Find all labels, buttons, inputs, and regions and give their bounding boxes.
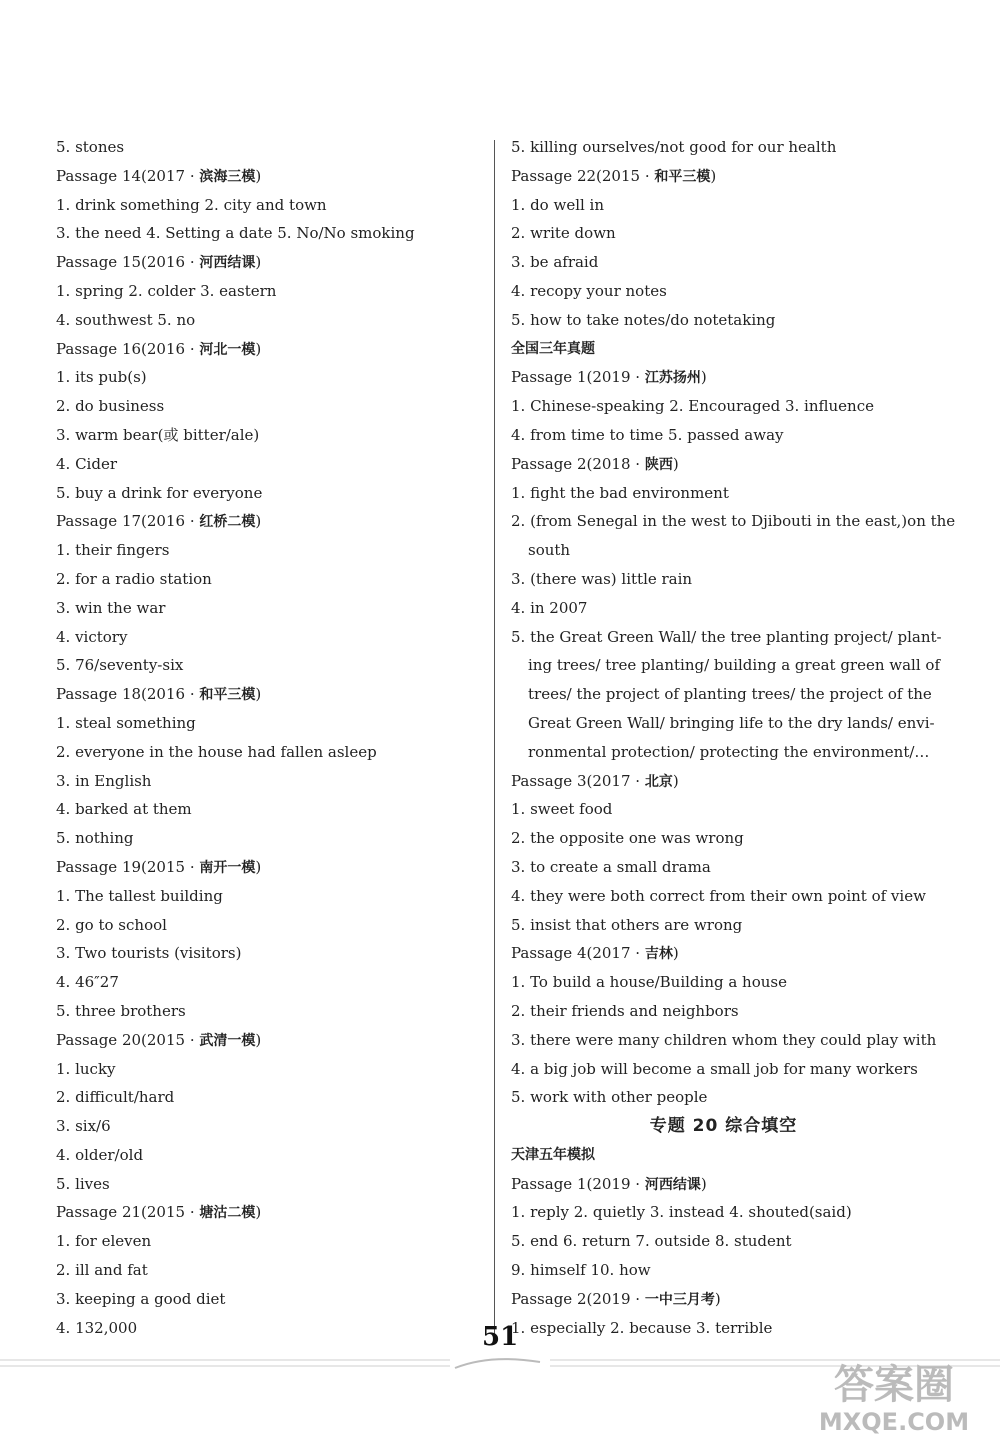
passage-source: 滨海三模 — [199, 168, 256, 185]
passage-source: 武清一模 — [199, 1032, 256, 1049]
answer-line: 3. Two tourists (visitors) — [56, 944, 242, 963]
passage-heading — [511, 162, 936, 191]
passage-source: 一中三月考 — [644, 1291, 715, 1308]
passage-heading — [56, 1198, 476, 1227]
answer-line: 3. the need 4. Setting a date 5. No/No smoking — [56, 224, 415, 243]
answer-line: 3. win the war — [56, 598, 166, 617]
answer-line: 1. fight the bad environment — [511, 483, 729, 502]
passage-label: Passage 17(2016 · — [56, 512, 200, 531]
passage-source: 吉林 — [644, 946, 673, 963]
passage-source: 和平三模 — [199, 687, 256, 704]
passage-close: ) — [255, 1030, 262, 1049]
answer-line: 9. himself 10. how — [511, 1261, 651, 1280]
answer-line: ronmental protection/ protecting the environment/… — [528, 742, 930, 761]
answer-line: 3. there were many children whom they could play with — [511, 1030, 937, 1049]
answer-line: 5. three brothers — [56, 1001, 186, 1020]
passage-source: 红桥二模 — [199, 514, 256, 531]
watermark-sub: MXQE.COM — [818, 1408, 970, 1436]
answer-line: 1. do well in — [511, 195, 605, 214]
right-column — [511, 133, 956, 1342]
answer-line: 4. 46″27 — [56, 973, 119, 992]
passage-label: Passage 14(2017 · — [56, 166, 200, 185]
passage-heading — [511, 939, 936, 968]
passage-label: Passage 21(2015 · — [56, 1203, 200, 1222]
passage-source: 北京 — [644, 773, 673, 790]
answer-line: 4. Cider — [56, 454, 118, 473]
answer-line: 1. its pub(s) — [56, 368, 147, 387]
passage-heading — [511, 1285, 936, 1314]
answer-line: 4. from time to time 5. passed away — [511, 425, 784, 444]
passage-heading — [56, 248, 476, 277]
passage-close: ) — [255, 339, 262, 358]
passage-close: ) — [672, 944, 679, 963]
answer-line: 2. (from Senegal in the west to Djibouti in the east,)on the — [511, 512, 956, 531]
page-number: 51 — [482, 1322, 519, 1352]
answer-line: 5. end 6. return 7. outside 8. student — [511, 1232, 792, 1251]
watermark-main: 答案圈 — [834, 1362, 954, 1408]
answer-line: 1. To build a house/Building a house — [511, 973, 787, 992]
answer-line: 4. barked at them — [56, 800, 192, 819]
passage-source: 河北一模 — [199, 341, 256, 358]
column-divider — [494, 140, 495, 1340]
answer-line: 5. lives — [56, 1174, 110, 1193]
answer-line: 1. especially 2. because 3. terrible — [511, 1318, 773, 1337]
passage-close: ) — [255, 685, 262, 704]
passage-close: ) — [710, 166, 717, 185]
answer-line: 3. to create a small drama — [511, 857, 711, 876]
answer-line: 4. they were both correct from their own point of view — [511, 886, 926, 905]
passage-close: ) — [255, 166, 262, 185]
passage-label: Passage 22(2015 · — [511, 166, 655, 185]
passage-label: Passage 1(2019 · — [511, 368, 645, 387]
answer-line: 4. southwest 5. no — [56, 310, 196, 329]
answer-line: south — [528, 541, 571, 560]
passage-label: Passage 18(2016 · — [56, 685, 200, 704]
answer-line: 3. in English — [56, 771, 152, 790]
answer-line: 1. for eleven — [56, 1232, 152, 1251]
answer-line: 3. six/6 — [56, 1117, 111, 1136]
answer-line: 5. work with other people — [511, 1088, 708, 1107]
answer-line: 2. difficult/hard — [56, 1088, 175, 1107]
answer-line: 5. killing ourselves/not good for our health — [511, 138, 837, 156]
answer-line: 3. (there was) little rain — [511, 569, 693, 588]
answer-line: 4. in 2007 — [511, 598, 588, 617]
answer-line: 3. warm bear(或 bitter/ale) — [56, 425, 260, 444]
answer-line: 2. go to school — [56, 915, 167, 934]
answer-line: 4. victory — [56, 627, 128, 646]
answer-line: 2. everyone in the house had fallen asleep — [56, 742, 377, 761]
passage-label: Passage 16(2016 · — [56, 339, 200, 358]
answer-line: 2. the opposite one was wrong — [511, 829, 744, 848]
passage-close: ) — [700, 1174, 707, 1193]
answer-line: 4. older/old — [56, 1145, 144, 1164]
passage-source: 和平三模 — [654, 168, 711, 185]
answer-line: 1. steal something — [56, 713, 196, 732]
passage-close: ) — [700, 368, 707, 387]
answer-line: 1. reply 2. quietly 3. instead 4. shouted(said) — [511, 1203, 852, 1222]
answer-line: 1. spring 2. colder 3. eastern — [56, 281, 277, 300]
passage-source: 塘沽二模 — [199, 1205, 256, 1222]
passage-heading — [511, 767, 936, 796]
answer-line: 5. how to take notes/do notetaking — [511, 310, 776, 329]
section-heading: 全国三年真题 — [511, 340, 595, 357]
passage-label: Passage 4(2017 · — [511, 944, 645, 963]
passage-close: ) — [255, 253, 262, 272]
answer-line: 5. nothing — [56, 829, 134, 848]
answer-line: Great Green Wall/ bringing life to the dry lands/ envi- — [528, 713, 935, 732]
passage-label: Passage 1(2019 · — [511, 1174, 645, 1193]
passage-heading — [56, 1026, 476, 1055]
left-column — [56, 133, 476, 1342]
passage-source: 河西结课 — [644, 1176, 701, 1193]
answer-line: 3. be afraid — [511, 253, 599, 272]
answer-line: 5. stones — [56, 138, 125, 156]
answer-line: 2. do business — [56, 397, 165, 416]
answer-line: 5. the Great Green Wall/ the tree planting project/ plant- — [511, 627, 942, 646]
passage-label: Passage 15(2016 · — [56, 253, 200, 272]
passage-close: ) — [714, 1289, 721, 1308]
passage-close: ) — [255, 512, 262, 531]
answer-line: 1. The tallest building — [56, 886, 223, 905]
answer-line: 1. sweet food — [511, 800, 613, 819]
passage-source: 南开一模 — [199, 859, 256, 876]
passage-close: ) — [255, 857, 262, 876]
answer-line: 5. buy a drink for everyone — [56, 483, 263, 502]
passage-heading — [511, 1170, 936, 1199]
passage-heading — [56, 853, 476, 882]
passage-label: Passage 3(2017 · — [511, 771, 645, 790]
passage-heading — [511, 363, 936, 392]
passage-close: ) — [672, 454, 679, 473]
passage-heading — [511, 450, 936, 479]
answer-line: 4. recopy your notes — [511, 281, 667, 300]
passage-heading — [56, 335, 476, 364]
passage-heading — [56, 507, 476, 536]
passage-label: Passage 20(2015 · — [56, 1030, 200, 1049]
answer-line: 2. their friends and neighbors — [511, 1001, 739, 1020]
passage-source: 河西结课 — [199, 255, 256, 272]
passage-source: 陕西 — [644, 456, 673, 473]
passage-heading — [56, 162, 476, 191]
passage-label: Passage 2(2019 · — [511, 1289, 645, 1308]
answer-line: 4. 132,000 — [56, 1318, 138, 1337]
passage-close: ) — [255, 1203, 262, 1222]
answer-line: 5. 76/seventy-six — [56, 656, 184, 675]
answer-line: 2. ill and fat — [56, 1261, 148, 1280]
answer-line: 1. their fingers — [56, 541, 170, 560]
answer-line: 2. write down — [511, 224, 616, 243]
answer-line: 1. lucky — [56, 1059, 116, 1078]
topic-title: 专题 20 综合填空 — [649, 1116, 798, 1137]
answer-line: 1. Chinese-speaking 2. Encouraged 3. influence — [511, 397, 874, 416]
passage-label: Passage 2(2018 · — [511, 454, 645, 473]
answer-line: 3. keeping a good diet — [56, 1289, 226, 1308]
answer-line: 4. a big job will become a small job for many workers — [511, 1059, 918, 1078]
passage-close: ) — [672, 771, 679, 790]
passage-label: Passage 19(2015 · — [56, 857, 200, 876]
passage-source: 江苏扬州 — [644, 370, 701, 387]
section-heading: 天津五年模拟 — [511, 1146, 595, 1163]
answer-line: 2. for a radio station — [56, 569, 212, 588]
answer-line: 1. drink something 2. city and town — [56, 195, 327, 214]
passage-heading — [56, 680, 476, 709]
answer-line: 5. insist that others are wrong — [511, 915, 743, 934]
watermark-logo — [794, 1350, 994, 1438]
answer-line: ing trees/ tree planting/ building a great green wall of — [528, 656, 941, 675]
answer-line: trees/ the project of planting trees/ the project of the — [528, 685, 932, 704]
